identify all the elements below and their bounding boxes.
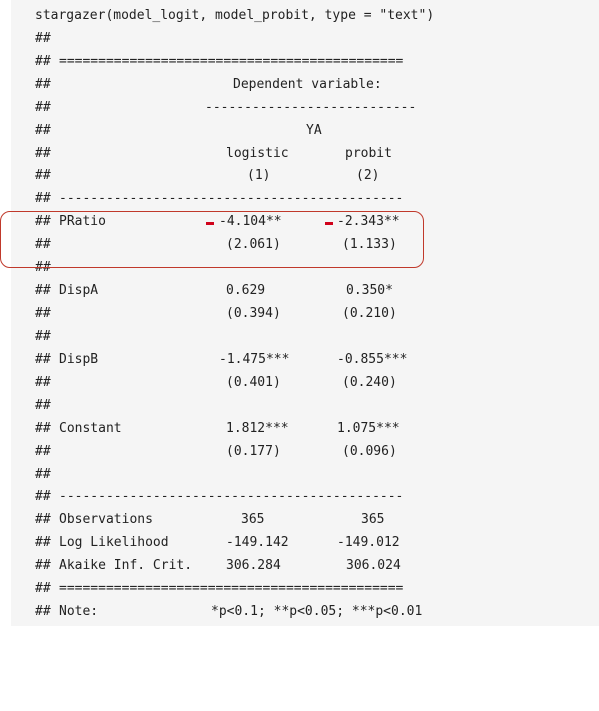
line-prefix: ##: [35, 168, 51, 183]
command-text: stargazer(model_logit, model_probit, type = "text"): [35, 8, 435, 23]
line-prefix: ##: [35, 467, 51, 482]
single-rule: --------------------------------------------: [59, 191, 404, 206]
blank-line: [35, 395, 66, 417]
stat-name: Log Likelihood: [59, 535, 169, 550]
line-prefix: ##: [35, 352, 51, 367]
top-rule-line: [35, 51, 404, 73]
line-prefix: ##: [35, 283, 51, 298]
output-line: [35, 28, 66, 50]
dependent-variable-line: [35, 74, 382, 96]
coef-row-constant: [35, 418, 400, 440]
stat-row-log-likelihood: [35, 532, 400, 554]
coef-se-probit: (0.210): [342, 306, 397, 321]
blank-line: [35, 257, 66, 279]
line-prefix: ##: [35, 581, 51, 596]
line-prefix: ##: [35, 237, 51, 252]
negative-sign-marker-logit: [206, 222, 214, 225]
line-prefix: ##: [35, 512, 51, 527]
bottom-rule-line: [35, 578, 404, 600]
stat-value-probit: 306.024: [346, 558, 401, 573]
se-row-pratio: [35, 234, 397, 256]
line-prefix: ##: [35, 77, 51, 92]
line-prefix: ##: [35, 100, 51, 115]
dependent-rule-line: [35, 97, 417, 119]
coef-se-logit: (0.394): [226, 306, 281, 321]
model-number-1: (1): [247, 168, 271, 183]
line-prefix: ##: [35, 146, 51, 161]
coef-se-logit: (2.061): [226, 237, 281, 252]
coef-name: PRatio: [59, 214, 106, 229]
coef-name: DispB: [59, 352, 99, 367]
coef-estimate-probit: 1.075***: [337, 421, 400, 436]
stat-value-logit: 306.284: [226, 558, 281, 573]
dependent-variable-label: Dependent variable:: [233, 77, 382, 92]
response-name: YA: [306, 123, 322, 138]
coef-se-probit: (0.096): [342, 444, 397, 459]
stat-value-probit: 365: [361, 512, 385, 527]
coef-row-dispb: [35, 349, 408, 371]
coef-se-probit: (0.240): [342, 375, 397, 390]
command-line: [35, 5, 435, 27]
line-prefix: ##: [35, 535, 51, 550]
stat-name: Observations: [59, 512, 153, 527]
coef-estimate-probit: -2.343**: [337, 214, 400, 229]
line-prefix: ##: [35, 306, 51, 321]
line-prefix: ##: [35, 329, 51, 344]
se-row-dispa: [35, 303, 397, 325]
line-prefix: ##: [35, 31, 51, 46]
line-prefix: ##: [35, 558, 51, 573]
single-rule: --------------------------------------------: [59, 489, 404, 504]
coef-name: DispA: [59, 283, 99, 298]
stat-name: Akaike Inf. Crit.: [59, 558, 193, 573]
se-row-constant: [35, 441, 397, 463]
coef-estimate-logit: 0.629: [226, 283, 266, 298]
line-prefix: ##: [35, 191, 51, 206]
se-row-dispb: [35, 372, 397, 394]
coef-se-logit: (0.401): [226, 375, 281, 390]
coef-estimate-logit: -4.104**: [219, 214, 282, 229]
line-prefix: ##: [35, 260, 51, 275]
coef-se-logit: (0.177): [226, 444, 281, 459]
model-type-line: [35, 143, 392, 165]
line-prefix: ##: [35, 123, 51, 138]
stat-value-probit: -149.012: [337, 535, 400, 550]
model-number-2: (2): [356, 168, 380, 183]
blank-line: [35, 326, 66, 348]
coef-row-pratio: [35, 211, 400, 233]
double-rule: ============================================: [59, 54, 404, 69]
line-prefix: ##: [35, 375, 51, 390]
coef-se-probit: (1.133): [342, 237, 397, 252]
stat-row-aic: [35, 555, 401, 577]
note-text: *p<0.1; **p<0.05; ***p<0.01: [211, 604, 423, 619]
model-type-probit: probit: [345, 146, 392, 161]
coef-name: Constant: [59, 421, 122, 436]
coef-estimate-probit: -0.855***: [337, 352, 408, 367]
stat-value-logit: 365: [241, 512, 265, 527]
stats-rule-line: [35, 486, 404, 508]
note-line: [35, 601, 423, 623]
code-output-panel: [11, 0, 599, 626]
line-prefix: ##: [35, 604, 51, 619]
coef-estimate-logit: -1.475***: [219, 352, 290, 367]
coef-row-dispa: [35, 280, 393, 302]
coef-estimate-logit: 1.812***: [226, 421, 289, 436]
model-number-line: [35, 165, 380, 187]
stat-value-logit: -149.142: [226, 535, 289, 550]
line-prefix: ##: [35, 489, 51, 504]
double-rule: ============================================: [59, 581, 404, 596]
coef-estimate-probit: 0.350*: [346, 283, 393, 298]
stat-row-observations: [35, 509, 385, 531]
note-label: Note:: [59, 604, 99, 619]
line-prefix: ##: [35, 421, 51, 436]
blank-line: [35, 464, 66, 486]
line-prefix: ##: [35, 398, 51, 413]
negative-sign-marker-probit: [325, 222, 333, 225]
line-prefix: ##: [35, 54, 51, 69]
header-rule-line: [35, 188, 404, 210]
response-line: [35, 120, 322, 142]
line-prefix: ##: [35, 214, 51, 229]
model-type-logistic: logistic: [226, 146, 289, 161]
line-prefix: ##: [35, 444, 51, 459]
dependent-rule: ---------------------------: [205, 100, 417, 115]
